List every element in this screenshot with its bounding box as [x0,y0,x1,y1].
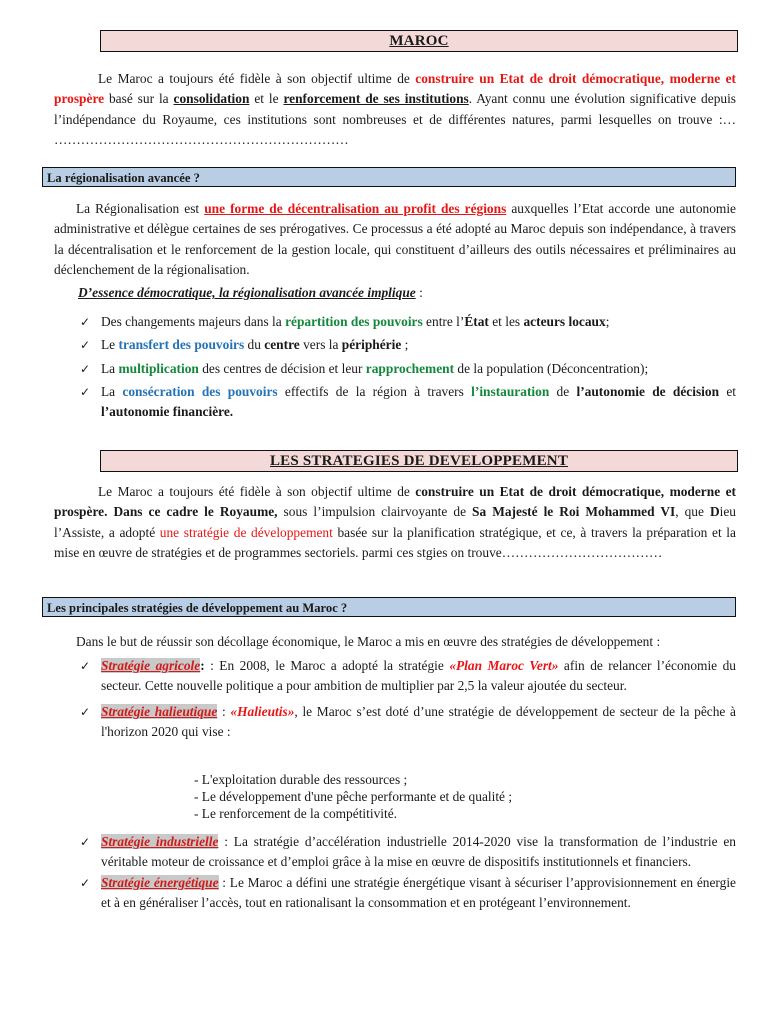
paragraph-maroc-intro: Le Maroc a toujours été fidèle à son objectif ultime de construire un Etat de droit démocratique, moderne et prospère basé sur la consolidation et le renforcement de ses institutions. Ayant connu une évolution significative depuis l’indépendance du Royaume, ces institutions sont nombreuses et de différentes natures, parmi lesquelles on trouve :… ………………………………………………………… [54,71,737,147]
check-icon: ✓ [80,659,91,673]
list-item-energetique: ✓ Stratégie énergétique : Le Maroc a défini une stratégie énergétique visant à sécuriser l’approvisionnement en énergie et à en généraliser l’accès, tout en rationalisant la consommation et en protégeant l’environnement. [80,874,737,910]
regionalisation-list [80,312,736,422]
paragraph-regionalisation: La Régionalisation est une forme de décentralisation au profit des régions auxquelles l’Etat accorde une autonomie administrative et délègue certaines de ses prérogatives. Ce processus a été adopté au Maroc depuis son indépendance, à travers la décentralisation et le renforcement de la gestion locale, qui constituent d’ailleurs des outils nécessaires et préliminaires au déclenchement de la régionalisation. [54,201,737,277]
halieutique-points [194,771,512,822]
list-item-halieutique: ✓ Stratégie halieutique : «Halieutis», le Maroc s’est doté d’une stratégie de développement de secteur de la pêche à l'horizon 2020 qui vise : [80,703,736,739]
check-icon: ✓ [80,835,91,849]
title-maroc: MAROC [100,30,738,52]
list-item: - Le développement d'une pêche performante et de qualité ; [194,789,513,804]
regionalisation-intro: D’essence démocratique, la régionalisation avancée implique : [78,285,423,300]
strategies-list-continued [80,832,736,913]
check-icon: ✓ [80,361,91,376]
heading-regionalisation: La régionalisation avancée ? [42,167,736,187]
list-item: ✓ Le transfert des pouvoirs du centre vers la périphérie ; [80,335,736,355]
check-icon: ✓ [80,875,91,890]
strategies-list [80,656,736,742]
list-item: ✓ La consécration des pouvoirs effectifs de la région à travers l’instauration de l’autonomie de décision et l’autonomie financière. [80,383,736,420]
list-item: - L'exploitation durable des ressources ; [194,772,408,787]
list-item: - Le renforcement de la compétitivité. [194,806,397,821]
paragraph-strategies: Le Maroc a toujours été fidèle à son objectif ultime de construire un Etat de droit démocratique, moderne et prospère. Dans ce cadre le Royaume, sous l’impulsion clairvoyante de Sa Majesté le Roi Mohammed VI, que Dieu l’Assiste, a adopté une stratégie de développement basée sur la planification stratégique, et ce, à travers la préparation et la mise en œuvre de stratégies et de programmes sectoriels. parmi ces stgies on trouve……………………………… [54,484,737,560]
list-item: ✓ Des changements majeurs dans la répartition des pouvoirs entre l’État et les acteurs locaux; [80,312,736,332]
check-icon: ✓ [80,704,91,719]
check-icon: ✓ [80,384,91,399]
list-item-agricole: ✓ Stratégie agricole: : En 2008, le Maroc a adopté la stratégie «Plan Maroc Vert» afin de relancer l’économie du secteur. Cette nouvelle politique a pour ambition de multiplier par 2,5 la valeur ajoutée du secteur. [80,658,736,694]
title-strategies: LES STRATEGIES DE DEVELOPPEMENT [100,450,738,472]
paragraph-principales-intro: Dans le but de réussir son décollage économique, le Maroc a mis en œuvre des stratégies de développement : [76,634,661,649]
check-icon: ✓ [80,338,91,353]
list-item: ✓ La multiplication des centres de décision et leur rapprochement de la population (Déconcentration); [80,359,736,379]
check-icon: ✓ [80,315,91,329]
heading-principales-strategies: Les principales stratégies de développement au Maroc ? [42,597,736,617]
list-item-industrielle: ✓ Stratégie industrielle : La stratégie d’accélération industrielle 2014-2020 vise la transformation de l’industrie en véritable moteur de croissance et d’emploi grâce à la mise en œuvre de dispositifs institutionnels et financiers. [80,834,736,870]
